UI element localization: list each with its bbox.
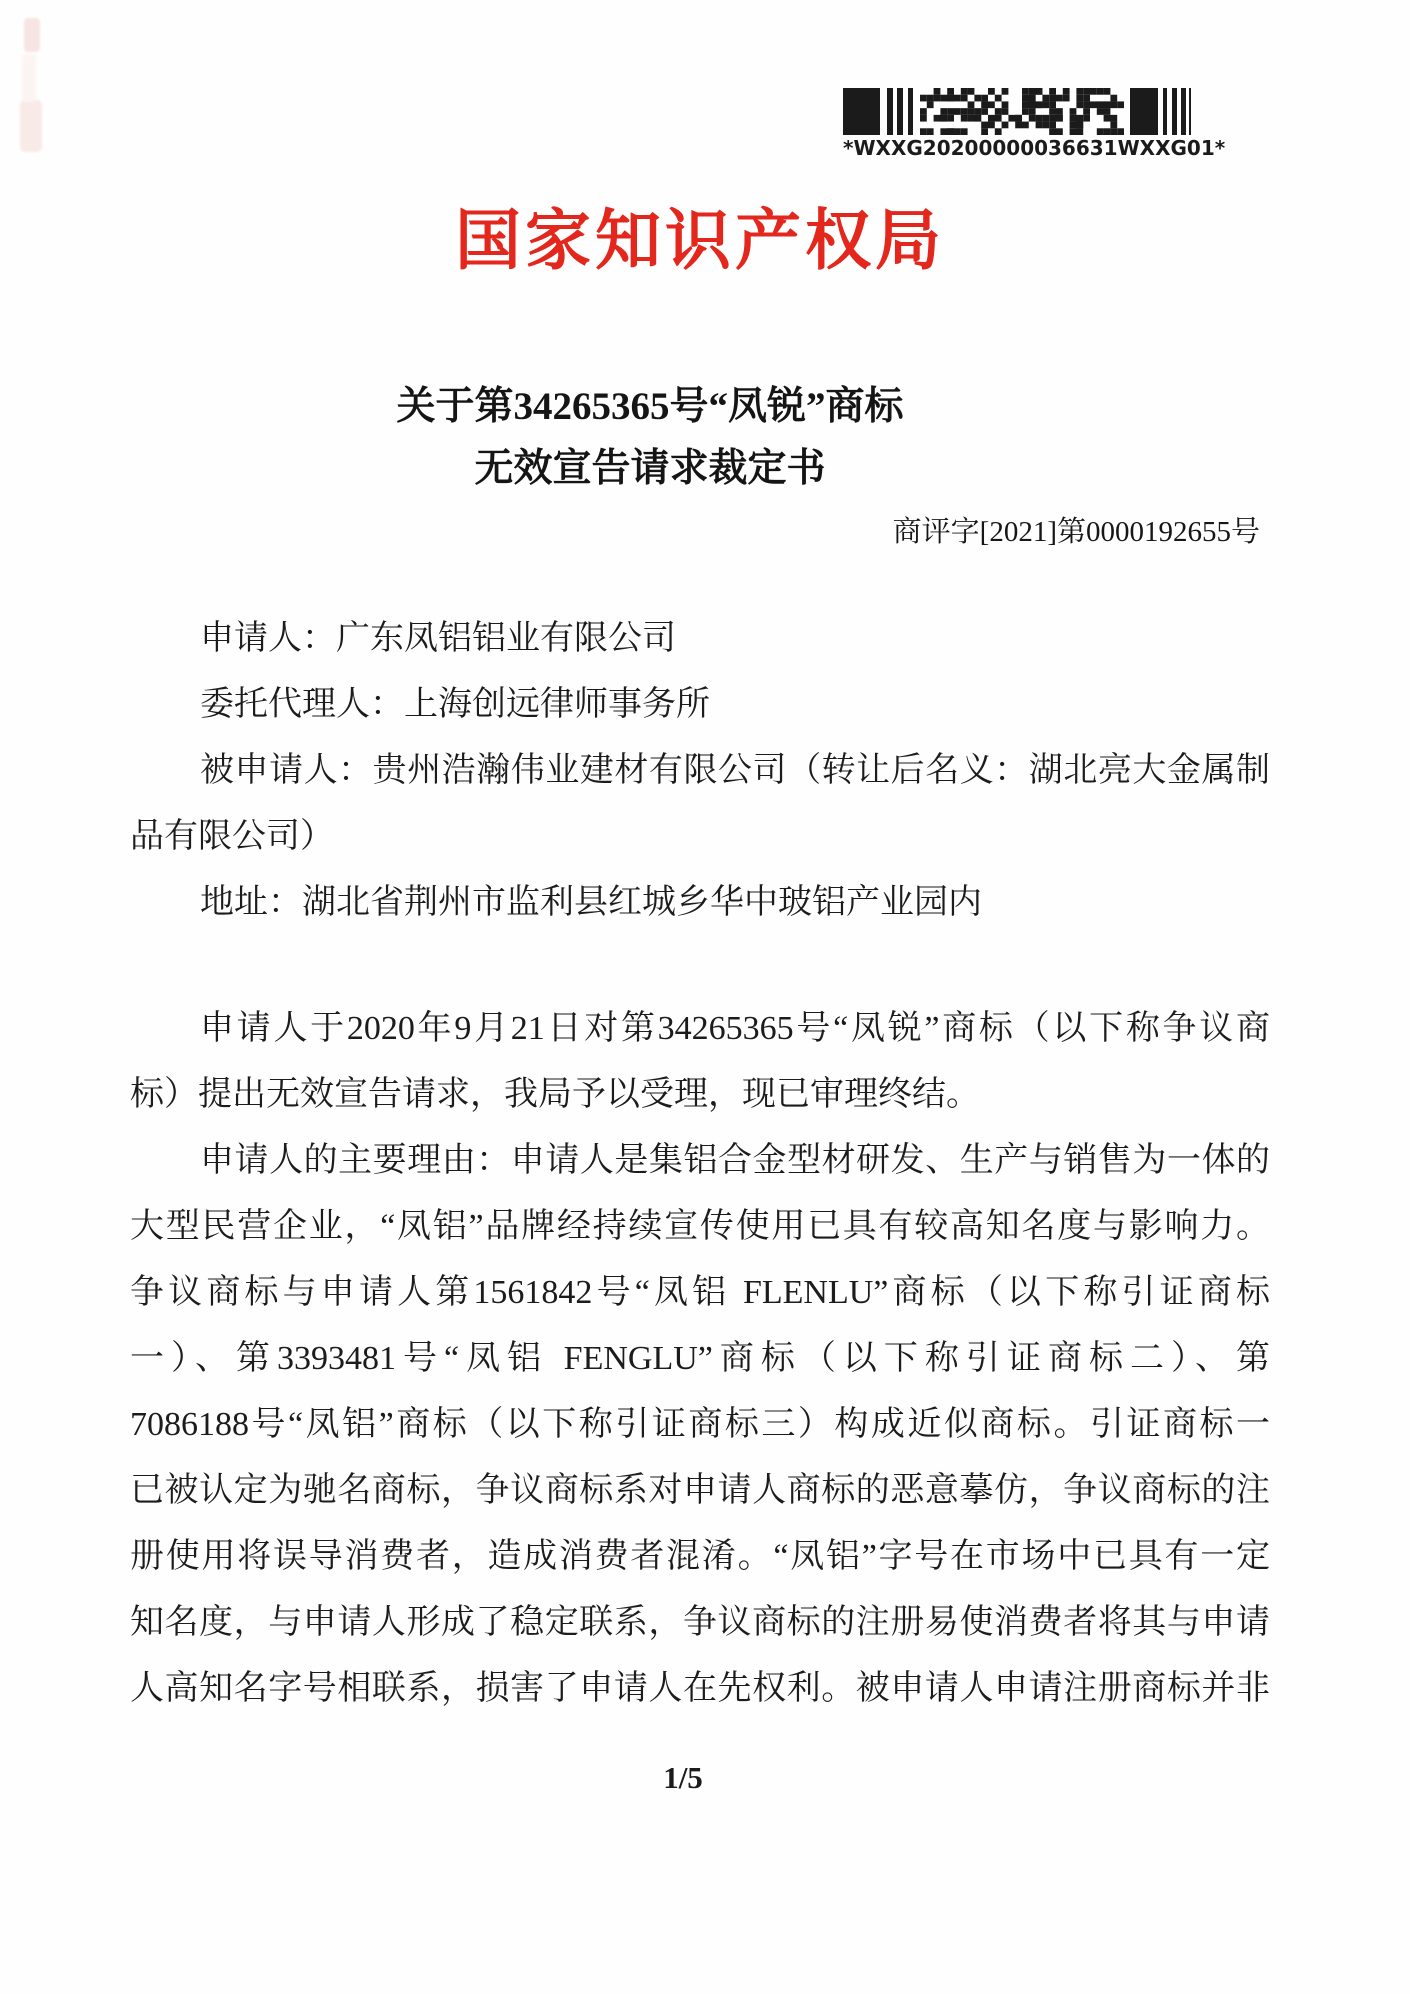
body-line: 被申请人：贵州浩瀚伟业建材有限公司（转让后名义：湖北亮大金属制 xyxy=(200,752,1270,789)
body-line: 大型民营企业，“凤铝”品牌经持续宣传使用已具有较高知名度与影响力。 xyxy=(130,1208,1270,1245)
body-line: 地址：湖北省荆州市监利县红城乡华中玻铝产业园内 xyxy=(200,884,982,921)
document-title-line2: 无效宣告请求裁定书 xyxy=(474,447,826,490)
body-line: 人高知名字号相联系，损害了申请人在先权利。被申请人申请注册商标并非 xyxy=(130,1670,1270,1707)
body-line: 一）、第3393481号“凤铝 FENGLU”商标（以下称引证商标二）、第 xyxy=(130,1340,1270,1377)
body-line: 知名度，与申请人形成了稳定联系，争议商标的注册易使消费者将其与申请 xyxy=(130,1604,1270,1641)
barcode-image xyxy=(843,88,1191,135)
body-line: 册使用将误导消费者，造成消费者混淆。“凤铝”字号在市场中已具有一定 xyxy=(130,1538,1270,1575)
document-body xyxy=(130,606,1270,1722)
document-title-line1: 关于第34265365号“凤锐”商标 xyxy=(396,385,904,428)
body-line: 申请人于2020年9月21日对第34265365号“凤锐”商标（以下称争议商 xyxy=(200,1010,1270,1047)
body-line: 申请人：广东凤铝铝业有限公司 xyxy=(200,620,676,657)
scan-artifact-blot xyxy=(24,18,40,52)
page-number: 1/5 xyxy=(663,1760,703,1795)
body-line: 7086188号“凤铝”商标（以下称引证商标三）构成近似商标。引证商标一 xyxy=(130,1406,1270,1443)
scan-artifact-blot xyxy=(20,100,42,152)
body-line: 申请人的主要理由：申请人是集铝合金型材研发、生产与销售为一体的 xyxy=(200,1142,1270,1179)
body-line: 争议商标与申请人第1561842号“凤铝 FLENLU”商标（以下称引证商标 xyxy=(130,1274,1270,1311)
body-line: 已被认定为驰名商标，争议商标系对申请人商标的恶意摹仿，争议商标的注 xyxy=(130,1472,1270,1509)
body-blank-line xyxy=(130,936,1270,996)
agency-title: 国家知识产权局 xyxy=(455,205,945,278)
scan-artifact xyxy=(20,10,46,160)
barcode-text: *WXXG20200000036631WXXG01* xyxy=(843,136,1226,160)
body-line: 标）提出无效宣告请求，我局予以受理，现已审理终结。 xyxy=(130,1076,980,1113)
barcode xyxy=(843,88,1226,160)
body-line: 品有限公司） xyxy=(130,818,334,855)
body-line: 委托代理人：上海创远律师事务所 xyxy=(200,686,710,723)
document-title xyxy=(0,376,1300,500)
scan-artifact-blot xyxy=(22,54,36,102)
document-number: 商评字[2021]第0000192655号 xyxy=(892,516,1260,548)
